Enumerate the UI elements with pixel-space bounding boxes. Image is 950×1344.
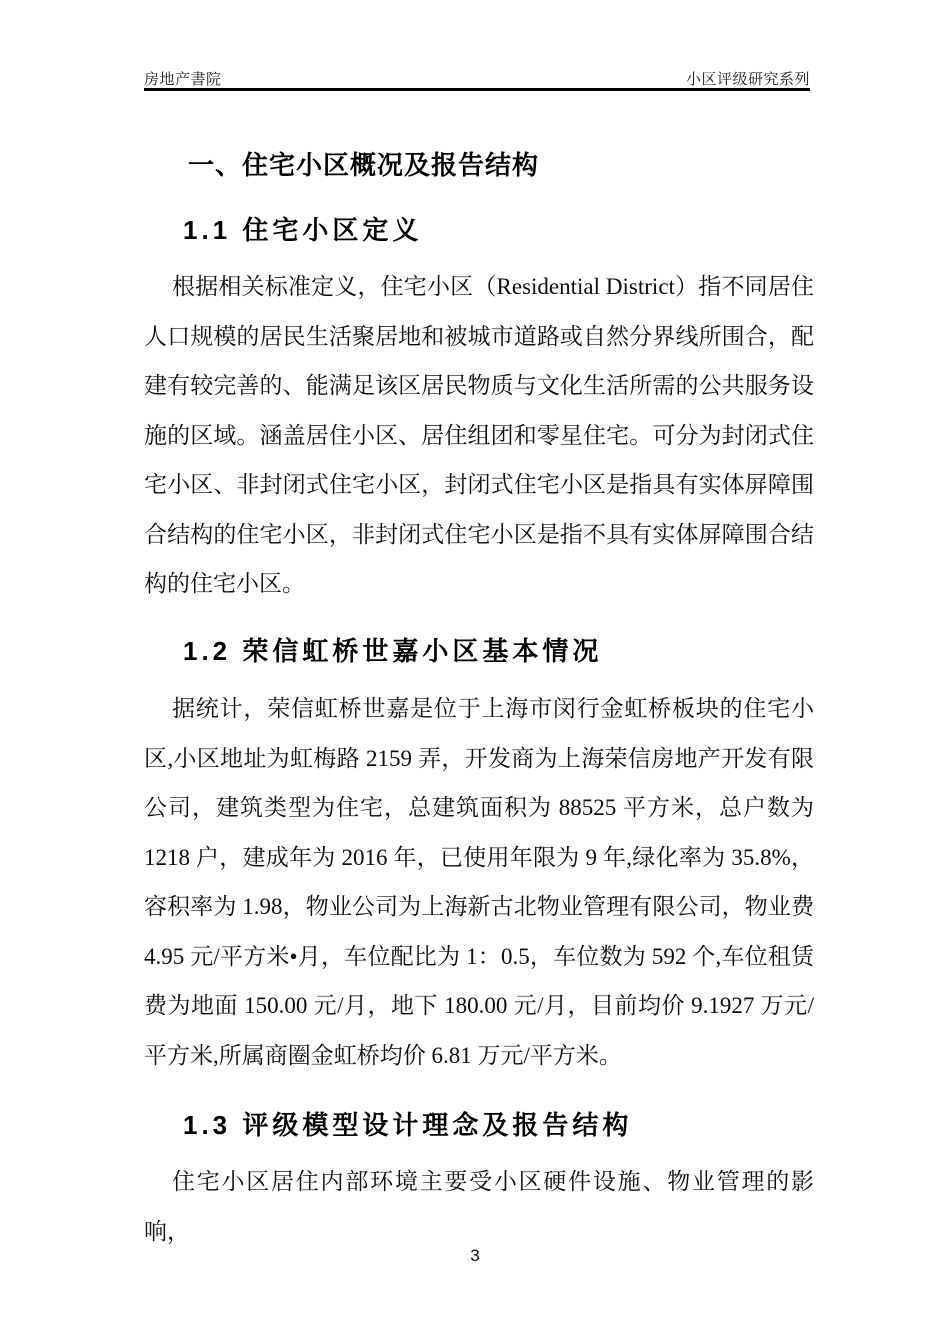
section-paragraph-1-2: 据统计，荣信虹桥世嘉是位于上海市闵行金虹桥板块的住宅小区,小区地址为虹梅路 2159 弄，开发商为上海荣信房地产开发有限公司，建筑类型为住宅，总建筑面积为 88525 平方米，总户数为 1218 户，建成年为 2016 年，已使用年限为 9 年,绿化率为 35.8%，容积率为 1.98，物业公司为上海新古北物业管理有限公司，物业费 4.95 元/平方米•月，车位配比为 1：0.5，车位数为 592 个,车位租赁费为地面 150.00 元/月，地下 180.00 元/月，目前均价 9.1927 万元/平方米,所属商圈金虹桥均价 6.81 万元/平方米。 xyxy=(144,696,814,1068)
page-number: 3 xyxy=(470,1246,480,1265)
header-divider xyxy=(144,88,810,91)
header-left-text: 房地产書院 xyxy=(144,71,222,88)
section-paragraph-1-3: 住宅小区居住内部环境主要受小区硬件设施、物业管理的影响， xyxy=(144,1169,814,1244)
page-header xyxy=(144,68,810,89)
section-paragraph-1-1: 根据相关标准定义，住宅小区（Residential District）指不同居住人口规模的居民生活聚居地和被城市道路或自然分界线所围合，配建有较完善的、能满足该区居民物质与文化生活所需的公共服务设施的区域。涵盖居住小区、居住组团和零星住宅。可分为封闭式住宅小区、非封闭式住宅小区，封闭式住宅小区是指具有实体屏障围合结构的住宅小区，非封闭式住宅小区是指不具有实体屏障围合结构的住宅小区。 xyxy=(144,274,814,596)
section-heading-1-1: 1.1 住宅小区定义 xyxy=(183,215,423,245)
section-heading-1-3: 1.3 评级模型设计理念及报告结构 xyxy=(183,1110,633,1140)
section-heading-1-2: 1.2 荣信虹桥世嘉小区基本情况 xyxy=(183,636,603,666)
document-title: 一、住宅小区概况及报告结构 xyxy=(188,150,540,180)
header-right-text: 小区评级研究系列 xyxy=(685,71,810,88)
